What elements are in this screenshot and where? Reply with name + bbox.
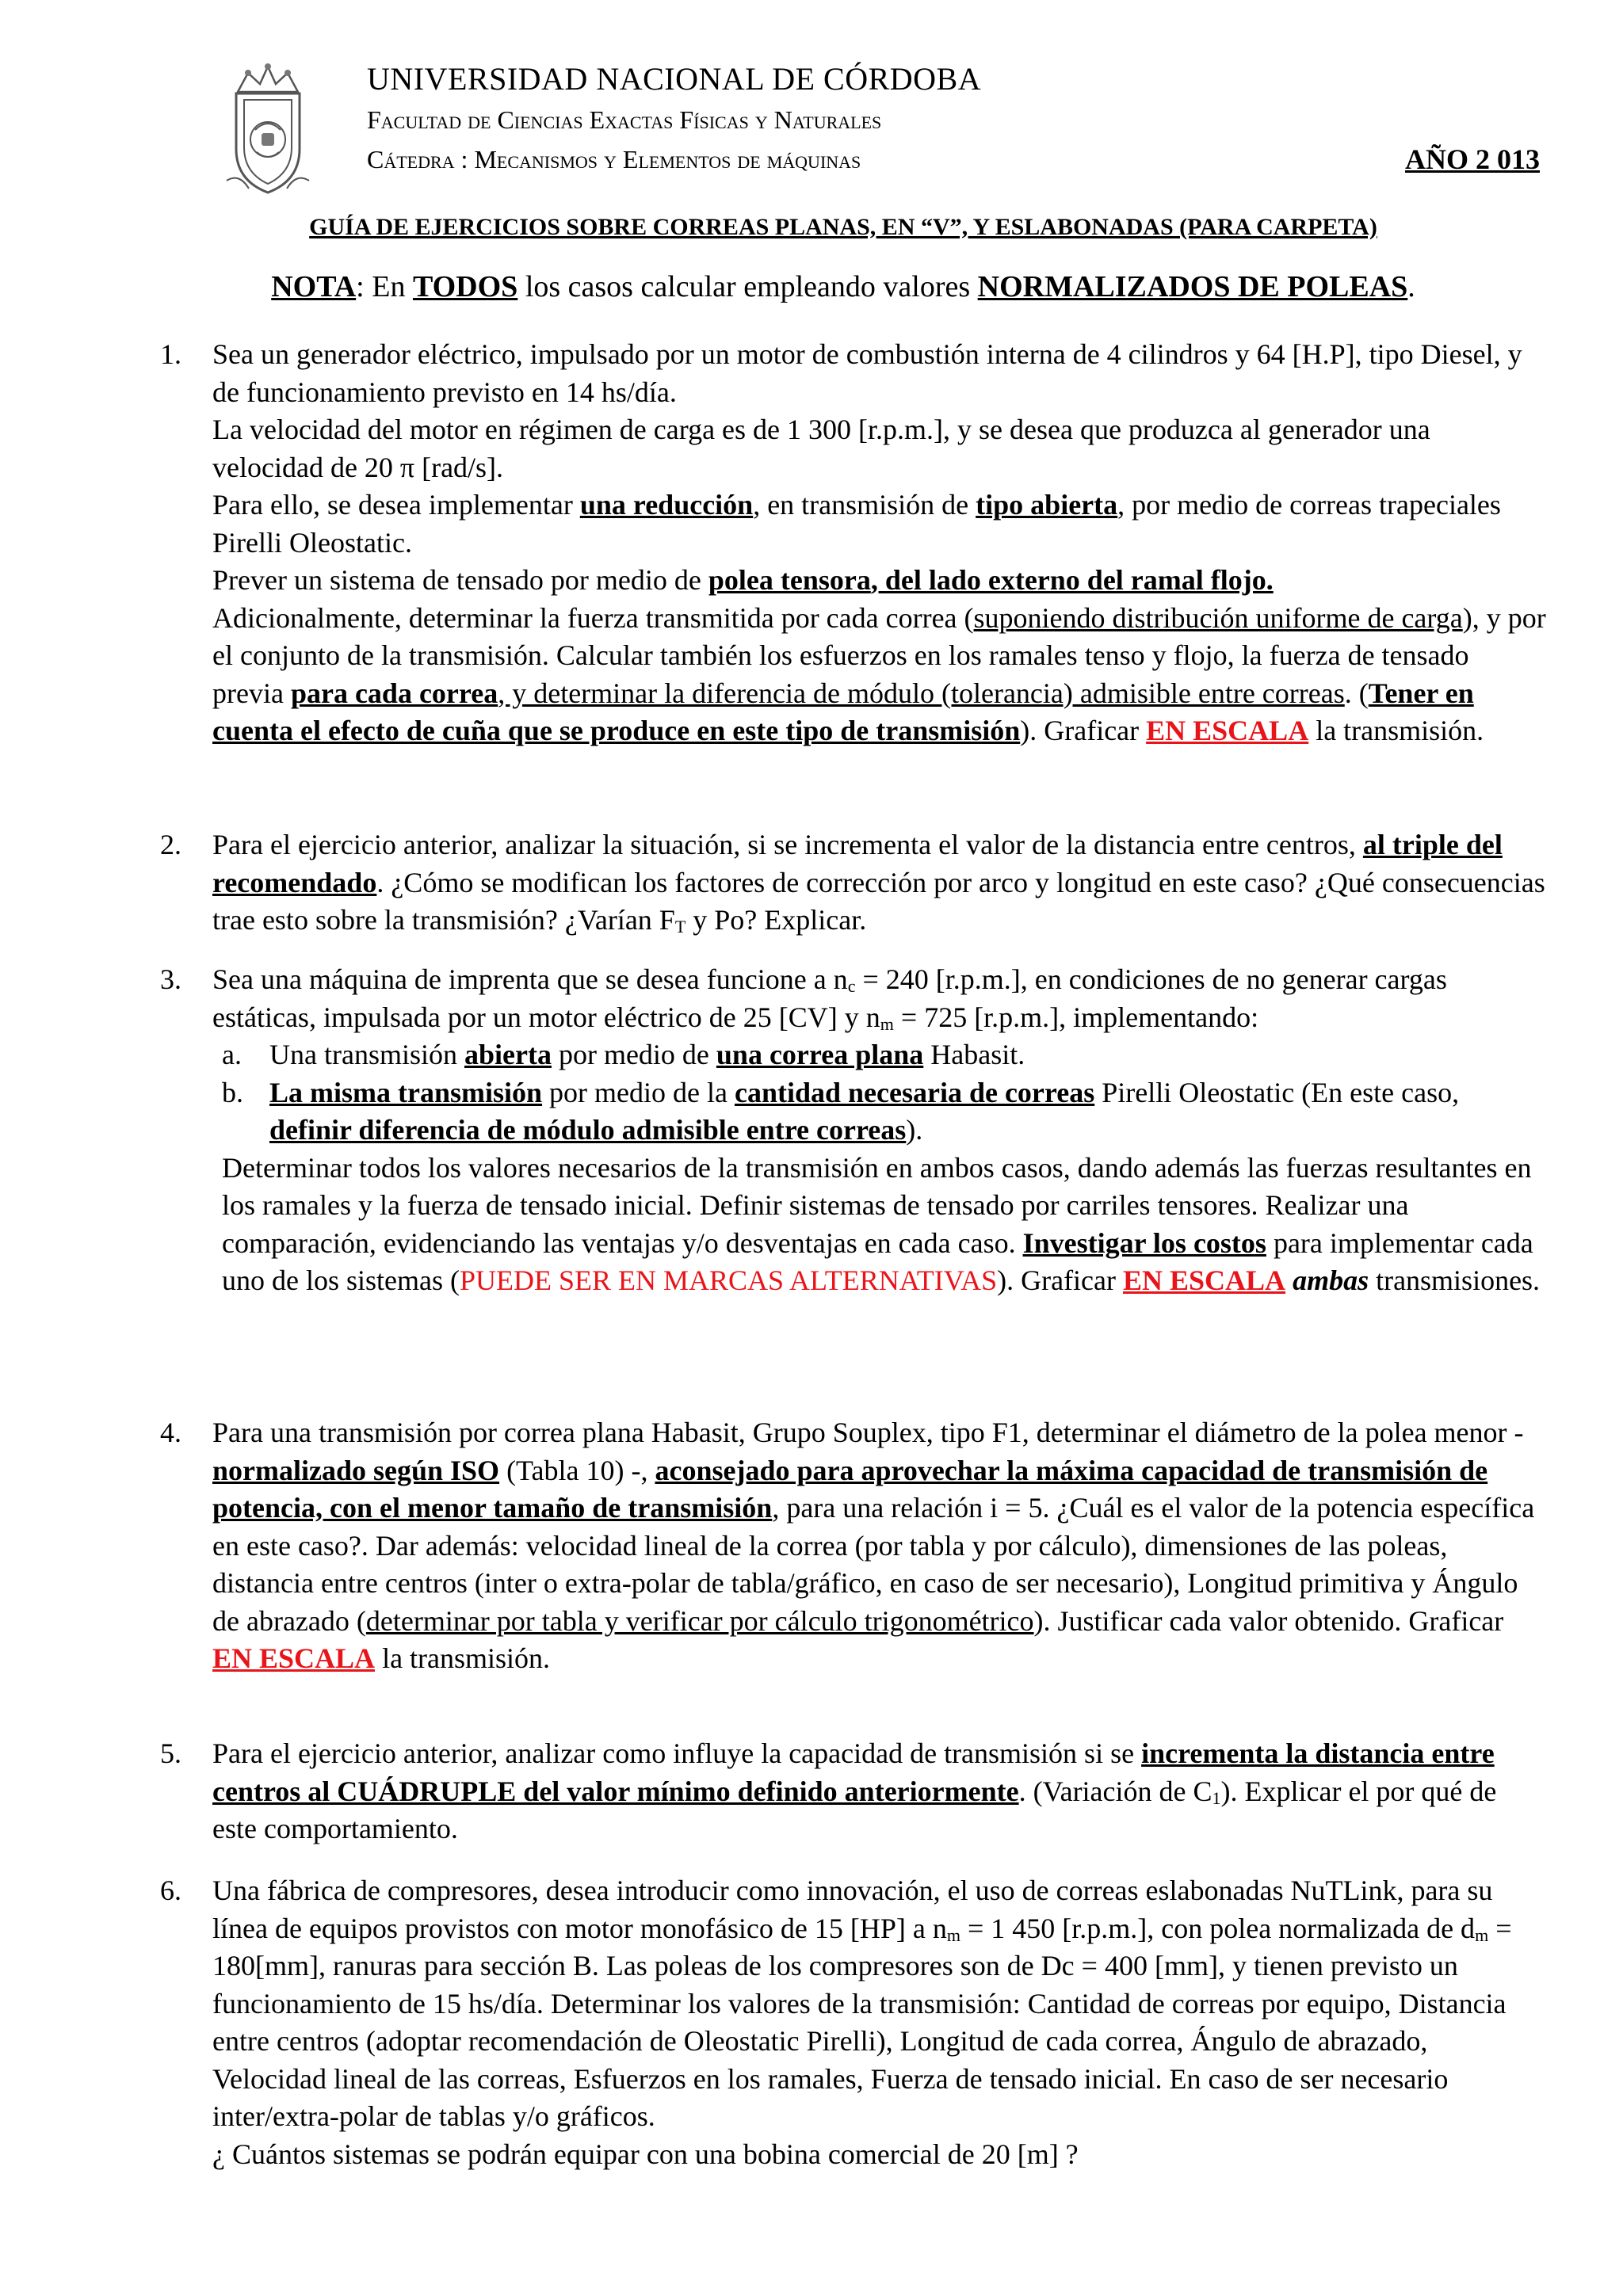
exercise-number: 6. <box>160 1875 181 1906</box>
chair-line <box>367 139 1540 179</box>
faculty-name: Facultad de Ciencias Exactas Físicas y Naturales <box>367 105 882 134</box>
exercise-number: 1. <box>160 338 181 370</box>
exercise-number: 5. <box>160 1737 181 1769</box>
sub-item-a: a. Una transmisión abierta por medio de una correa plana Habasit. <box>222 1039 1025 1070</box>
exercise-paragraph: Determinar todos los valores necesarios de la transmisión en ambos casos, dando además las fuerzas resultantes en los ramales y la fuerza de tensado inicial. Definir sistemas de tensado por carriles tensores. Realizar una comparación, evidenciando las ventajas y/o desventajas en cada caso. Investigar los costos para implementar cada uno de los sistemas (PUEDE SER EN MARCAS ALTERNATIVAS). Graficar EN ESCALA ambas transmisiones. <box>222 1151 1541 1296</box>
exercise-paragraph: Una fábrica de compresores, desea introducir como innovación, el uso de correas eslabonadas NuTLink, para su línea de equipos provistos con motor monofásico de 15 [HP] a $n_m = 1$ 450 [r.p.m.], con polea normalizada de $d_m = 180[mm]$, ranuras para sección B. Las poleas de los compresores son de Dc = 400 [mm], y tienen previsto un funcionamiento de 15 hs/día. Determinar los valores de la transmisión: Cantidad de correas por equipo, Distancia entre centros (adoptar recomendación de Oleostatic Pirelli), Longitud de cada correa, Ángulo de abrazado, Velocidad lineal de las correas, Esfuerzos en los ramales, Fuerza de tensado inicial. En caso de ser necesario inter/extra-polar de tablas y/o gráficos. <box>212 1875 1512 2132</box>
note-line: NOTA: En TODOS los casos calcular empleando valores NORMALIZADOS DE POLEAS. <box>271 270 1415 303</box>
exercise-question: ¿ Cuántos sistemas se podrán equipar con una bobina comercial de 20 [m] ? <box>212 2138 1079 2170</box>
exercise-paragraph: Sea una máquina de imprenta que se desea funcione a $n_c = 240$ [r.p.m.], en condiciones de no generar cargas estáticas, impulsada por un motor eléctrico de 25 [CV] y $n_m = 725$ [r.p.m.], implementando: <box>212 963 1447 1034</box>
exercise-2 <box>160 826 1547 940</box>
exercise-paragraph: Para el ejercicio anterior, analizar la situación, si se incrementa el valor de la distancia entre centros, al triple del recomendado. ¿Cómo se modifican los factores de corrección por arco y longitud en este caso? ¿Qué consecuencias trae esto sobre la transmisión? ¿Varían $F_T$ y Po? Explicar. <box>212 829 1545 936</box>
chair-name: Cátedra : Mecanismos y Elementos de máquinas <box>367 145 861 174</box>
exercise-paragraph: Prever un sistema de tensado por medio de polea tensora, del lado externo del ramal flojo. <box>212 564 1274 596</box>
exercise-paragraph: Sea un generador eléctrico, impulsado por un motor de combustión interna de 4 cilindros y 64 [H.P], tipo Diesel, y de funcionamiento previsto en 14 hs/día. <box>212 338 1522 408</box>
year-label: AÑO 2 013 <box>1405 143 1540 175</box>
exercise-paragraph: Adicionalmente, determinar la fuerza transmitida por cada correa (suponiendo distribución uniforme de carga), y por el conjunto de la transmisión. Calcular también los esfuerzos en los ramales tenso y flojo, la fuerza de tensado previa para cada correa, y determinar la diferencia de módulo (tolerancia) admisible entre correas. (Tener en cuenta el efecto de cuña que se produce en este tipo de transmisión). Graficar EN ESCALA la transmisión. <box>212 601 1546 746</box>
university-name: UNIVERSIDAD NACIONAL DE CÓRDOBA <box>367 61 982 97</box>
exercise-6 <box>160 1872 1547 2173</box>
exercise-3 <box>160 961 1547 1300</box>
guide-title: GUÍA DE EJERCICIOS SOBRE CORREAS PLANAS, EN “V”, Y ESLABONADAS (PARA CARPETA) <box>309 214 1377 240</box>
exercise-paragraph: Para el ejercicio anterior, analizar como influye la capacidad de transmisión si se incrementa la distancia entre centros al CUÁDRUPLE del valor mínimo definido anteriormente. (Variación de $C_1$). Explicar el por qué de este comportamiento. <box>212 1737 1497 1844</box>
sub-item-b: b. La misma transmisión por medio de la cantidad necesaria de correas Pirelli Oleostatic (En este caso, definir diferencia de módulo admisible entre correas). <box>222 1076 1460 1146</box>
exercise-paragraph: La velocidad del motor en régimen de carga es de 1 300 [r.p.m.], y se desea que produzca al generador una velocidad de 20 π [rad/s]. <box>212 414 1430 483</box>
exercise-number: 4. <box>160 1417 181 1448</box>
university-seal-icon <box>220 62 315 198</box>
exercise-5 <box>160 1735 1547 1848</box>
exercise-paragraph: Para una transmisión por correa plana Habasit, Grupo Souplex, tipo F1, determinar el diámetro de la polea menor - normalizado según ISO (Tabla 10) -, aconsejado para aprovechar la máxima capacidad de transmisión de potencia, con el menor tamaño de transmisión, para una relación i = 5. ¿Cuál es el valor de la potencia específica en este caso?. Dar además: velocidad lineal de la correa (por tabla y por cálculo), dimensiones de las poleas, distancia entre centros (inter o extra-polar de tabla/gráfico, en caso de ser necesario), Longitud primitiva y Ángulo de abrazado (determinar por tabla y verificar por cálculo trigonométrico). Justificar cada valor obtenido. Graficar EN ESCALA la transmisión. <box>212 1417 1535 1674</box>
exercise-4 <box>160 1414 1547 1678</box>
document-header <box>367 59 1540 179</box>
exercise-paragraph: Para ello, se desea implementar una reducción, en transmisión de tipo abierta, por medio de correas trapeciales Pirelli Oleostatic. <box>212 489 1501 559</box>
exercise-1 <box>160 336 1547 750</box>
exercise-number: 2. <box>160 829 181 860</box>
exercise-number: 3. <box>160 963 181 995</box>
